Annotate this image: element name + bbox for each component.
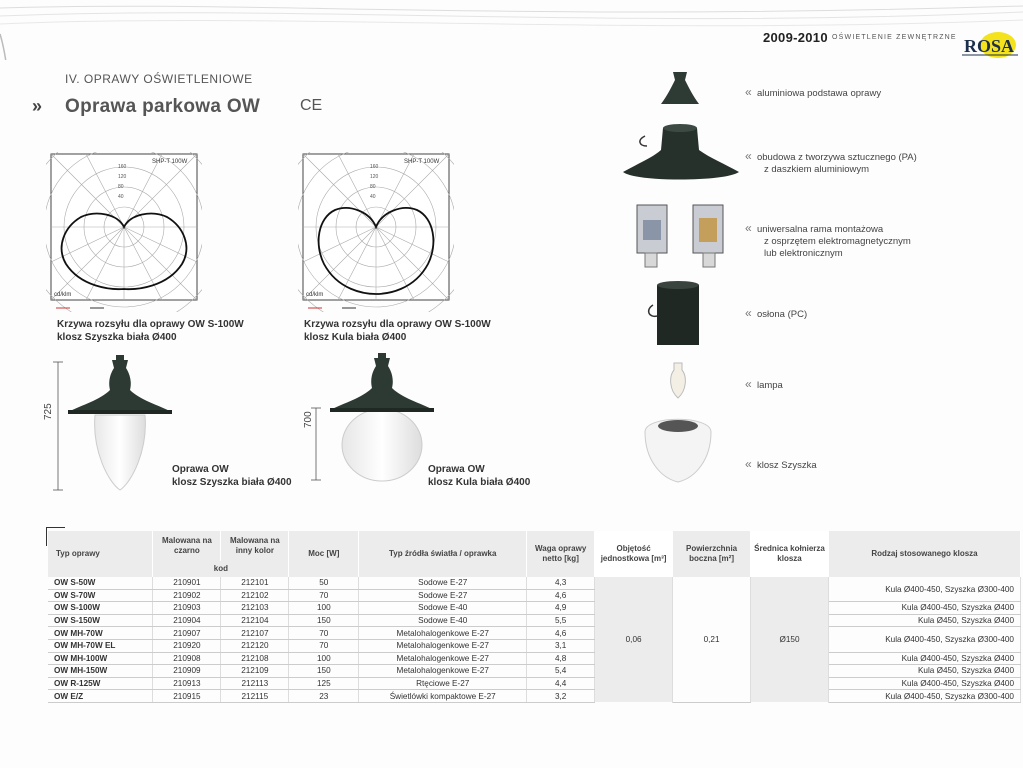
cell-klosz: Kula Ø400-450, Szyszka Ø400 <box>828 602 1020 615</box>
cell-moc: 70 <box>289 627 359 640</box>
th-waga: Waga oprawy netto [kg] <box>527 531 595 577</box>
cell-waga: 4,3 <box>527 577 595 589</box>
cell-zrodlo: Metalohalogenkowe E-27 <box>359 652 527 665</box>
cover-part <box>657 285 699 345</box>
svg-text:160: 160 <box>370 164 379 170</box>
cell-zrodlo: Metalohalogenkowe E-27 <box>359 627 527 640</box>
polar-diagram-szyszka <box>46 152 202 312</box>
polar-header: SHP-T 100W <box>152 159 188 165</box>
cell-inny: 212113 <box>221 677 289 690</box>
table-row <box>48 602 1021 615</box>
cell-waga: 4,8 <box>527 652 595 665</box>
th-kod: kod <box>153 561 289 577</box>
table-row <box>48 690 1021 703</box>
cell-czarno: 210920 <box>153 639 221 652</box>
svg-text:120: 120 <box>118 174 127 180</box>
chevron-left-icon: « <box>745 457 752 471</box>
cell-typ: OW S-70W <box>48 589 153 602</box>
cell-inny: 212108 <box>221 652 289 665</box>
th-zrodlo: Typ źródła światła / oprawka <box>359 531 527 577</box>
chevron-left-icon: « <box>745 306 752 320</box>
cell-inny: 212104 <box>221 614 289 627</box>
cell-inny: 212103 <box>221 602 289 615</box>
cell-moc: 100 <box>289 652 359 665</box>
polar-caption-kula: Krzywa rozsyłu dla oprawy OW S-100W klosz Kula biała Ø400 <box>304 319 491 343</box>
cell-waga: 4,6 <box>527 627 595 640</box>
part-label-base: « aluminiowa podstawa oprawy <box>745 85 882 99</box>
cell-zrodlo: Metalohalogenkowe E-27 <box>359 639 527 652</box>
cell-klosz: Kula Ø400-450, Szyszka Ø400 <box>828 677 1020 690</box>
cell-typ: OW S-100W <box>48 602 153 615</box>
spec-table <box>48 531 1021 703</box>
cell-waga: 3,1 <box>527 639 595 652</box>
cell-powierzchnia: 0,21 <box>673 577 751 702</box>
housing-part <box>623 128 739 180</box>
part-label-housing: « obudowa z tworzywa sztucznego (PA) z daszkiem aluminiowym <box>745 149 917 175</box>
cell-moc: 70 <box>289 589 359 602</box>
svg-text:cd/klm: cd/klm <box>306 292 324 298</box>
polar-caption-szyszka: Krzywa rozsyłu dla oprawy OW S-100W klosz Szyszka biała Ø400 <box>57 319 244 343</box>
cell-typ: OW MH-100W <box>48 652 153 665</box>
lamp-kula-height: 700 <box>303 411 314 428</box>
lamp-szyszka-caption: Oprawa OW klosz Szyszka biała Ø400 <box>172 464 292 488</box>
svg-text:120: 120 <box>370 174 379 180</box>
exploded-parts-diagram <box>615 60 745 500</box>
cell-inny: 212102 <box>221 589 289 602</box>
svg-text:80: 80 <box>370 184 376 190</box>
svg-text:160: 160 <box>118 164 127 170</box>
cell-waga: 4,6 <box>527 589 595 602</box>
cell-waga: 3,2 <box>527 690 595 703</box>
cell-zrodlo: Sodowe E-27 <box>359 589 527 602</box>
table-row <box>48 652 1021 665</box>
cell-typ: OW MH-150W <box>48 665 153 678</box>
cell-czarno: 210901 <box>153 577 221 589</box>
chevron-left-icon: « <box>745 149 752 163</box>
title-chevron-icon: » <box>32 96 43 116</box>
cell-waga: 4,4 <box>527 677 595 690</box>
cell-klosz: Kula Ø450, Szyszka Ø400 <box>828 665 1020 678</box>
bulb-part <box>671 363 686 398</box>
part-label-frame: « uniwersalna rama montażowa z osprzętem elektromagnetycznym lub elektronicznym <box>745 221 911 259</box>
cell-inny: 212107 <box>221 627 289 640</box>
svg-text:ROSA: ROSA <box>964 36 1015 56</box>
table-row <box>48 577 1021 589</box>
catalog-year: 2009-2010 <box>763 30 828 45</box>
cell-czarno: 210903 <box>153 602 221 615</box>
chevron-left-icon: « <box>745 221 752 235</box>
cell-czarno: 210904 <box>153 614 221 627</box>
table-row <box>48 665 1021 678</box>
table-row <box>48 627 1021 640</box>
lamp-szyszka-image <box>40 350 180 495</box>
ce-mark: CE <box>300 97 323 114</box>
cell-klosz: Kula Ø450, Szyszka Ø400 <box>828 614 1020 627</box>
cell-zrodlo: Sodowe E-40 <box>359 614 527 627</box>
cell-moc: 50 <box>289 577 359 589</box>
cell-waga: 5,4 <box>527 665 595 678</box>
cell-moc: 150 <box>289 614 359 627</box>
page-title: Oprawa parkowa OW <box>65 96 261 117</box>
cell-czarno: 210915 <box>153 690 221 703</box>
th-objetosc: Objętość jednostkowa [m³] <box>595 531 673 577</box>
th-czarno: Malowana na czarno <box>153 531 221 561</box>
svg-text:80: 80 <box>118 184 124 190</box>
cell-klosz: Kula Ø400-450, Szyszka Ø300-400 <box>828 627 1020 652</box>
table-row <box>48 614 1021 627</box>
svg-text:SHP-T 100W: SHP-T 100W <box>404 159 440 165</box>
cell-zrodlo: Rtęciowe E-27 <box>359 677 527 690</box>
cell-moc: 70 <box>289 639 359 652</box>
cell-klosz: Kula Ø400-450, Szyszka Ø400 <box>828 652 1020 665</box>
svg-text:40: 40 <box>118 194 124 200</box>
cell-typ: OW E/Z <box>48 690 153 703</box>
th-moc: Moc [W] <box>289 531 359 577</box>
cell-klosz: Kula Ø400-450, Szyszka Ø300-400 <box>828 577 1020 602</box>
header-wave-decoration <box>0 0 1023 60</box>
catalog-category: OŚWIETLENIE ZEWNĘTRZNE <box>832 34 957 41</box>
th-klosz: Rodzaj stosowanego klosza <box>828 531 1020 577</box>
cell-klosz: Kula Ø400-450, Szyszka Ø300-400 <box>828 690 1020 703</box>
lamp-kula-caption: Oprawa OW klosz Kula biała Ø400 <box>428 464 531 488</box>
cell-waga: 4,9 <box>527 602 595 615</box>
th-srednica: Średnica kołnierza klosza <box>751 531 829 577</box>
cell-inny: 212120 <box>221 639 289 652</box>
cell-czarno: 210908 <box>153 652 221 665</box>
cell-zrodlo: Metalohalogenkowe E-27 <box>359 665 527 678</box>
cell-czarno: 210909 <box>153 665 221 678</box>
cell-inny: 212115 <box>221 690 289 703</box>
cell-inny: 212109 <box>221 665 289 678</box>
cell-czarno: 210902 <box>153 589 221 602</box>
section-heading: IV. OPRAWY OŚWIETLENIOWE <box>65 72 253 86</box>
cell-moc: 23 <box>289 690 359 703</box>
table-row <box>48 677 1021 690</box>
cell-moc: 150 <box>289 665 359 678</box>
polar-diagram-kula <box>298 152 454 312</box>
cell-moc: 125 <box>289 677 359 690</box>
cell-typ: OW R-125W <box>48 677 153 690</box>
cell-typ: OW MH-70W <box>48 627 153 640</box>
cell-zrodlo: Sodowe E-40 <box>359 602 527 615</box>
cell-typ: OW S-50W <box>48 577 153 589</box>
cell-inny: 212101 <box>221 577 289 589</box>
cell-zrodlo: Świetlówki kompaktowe E-27 <box>359 690 527 703</box>
lamp-szyszka-height: 725 <box>43 403 54 420</box>
cell-waga: 5,5 <box>527 614 595 627</box>
svg-text:40: 40 <box>370 194 376 200</box>
cell-typ: OW S-150W <box>48 614 153 627</box>
lamp-kula-image <box>296 350 436 490</box>
th-powierzchnia: Powierzchnia boczna [m²] <box>673 531 751 577</box>
chevron-left-icon: « <box>745 85 752 99</box>
part-label-lamp: « lampa <box>745 377 783 391</box>
cell-czarno: 210907 <box>153 627 221 640</box>
cell-zrodlo: Sodowe E-27 <box>359 577 527 589</box>
part-label-globe: « klosz Szyszka <box>745 457 817 471</box>
base-part <box>661 72 699 104</box>
cell-czarno: 210913 <box>153 677 221 690</box>
chevron-left-icon: « <box>745 377 752 391</box>
cell-moc: 100 <box>289 602 359 615</box>
th-typ: Typ oprawy <box>48 531 153 577</box>
th-inny: Malowana na inny kolor <box>221 531 289 561</box>
cell-srednica: Ø150 <box>751 577 829 702</box>
part-label-cover: « osłona (PC) <box>745 306 808 320</box>
rosa-logo <box>960 31 1020 61</box>
cell-objetosc: 0,06 <box>595 577 673 702</box>
svg-text:cd/klm: cd/klm <box>54 292 72 298</box>
cell-typ: OW MH-70W EL <box>48 639 153 652</box>
